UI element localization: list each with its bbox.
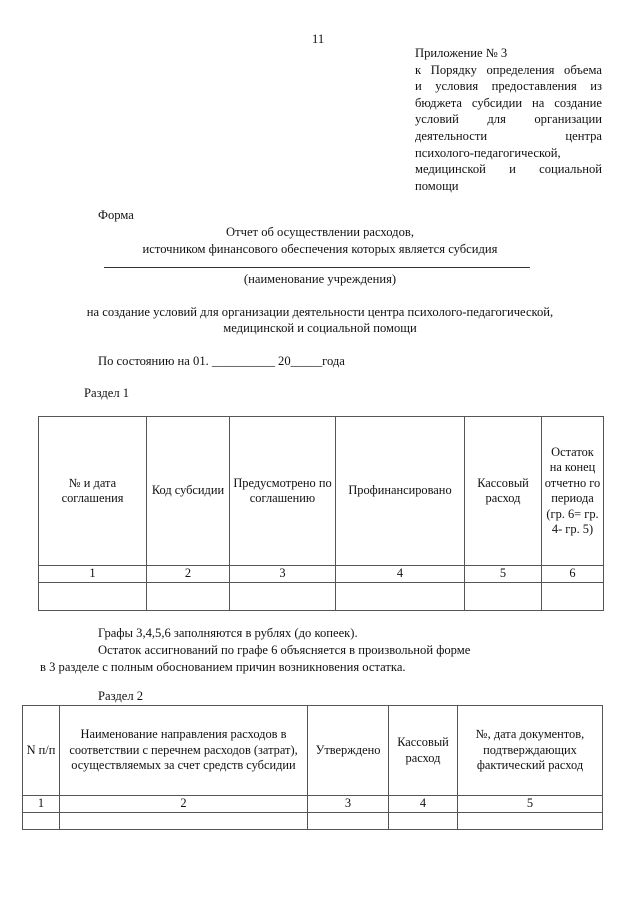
number-cell: 6: [542, 566, 604, 583]
appendix-line: медицинской и социальной: [415, 162, 602, 177]
header-cell: Предусмотрено по соглашению: [230, 417, 336, 566]
appendix-line: Приложение № 3: [415, 46, 508, 60]
header-cell: Наименование направления расходов в соответствии с перечнем расходов (затрат), осуществляемых за счет средств субсидии: [60, 706, 308, 796]
purpose-line: на создание условий для организации деятельности центра психолого-педагогической,: [86, 305, 554, 319]
section2-table: [22, 705, 603, 830]
page-number: 11: [312, 32, 325, 46]
institution-line: [104, 267, 530, 268]
header-cell: Утверждено: [308, 706, 389, 796]
appendix-line: условий для организации: [415, 112, 602, 127]
institution-caption: (наименование учреждения): [243, 272, 397, 286]
number-cell: 5: [465, 566, 542, 583]
appendix-block: [415, 45, 602, 194]
number-cell: 1: [23, 796, 60, 813]
header-cell: Профинансировано: [336, 417, 465, 566]
header-cell: №, дата документов, подтверждающих фактический расход: [458, 706, 603, 796]
header-cell: Кассовый расход: [465, 417, 542, 566]
table-row: [23, 812, 603, 829]
appendix-line: деятельности центра: [415, 128, 602, 143]
purpose-line: медицинской и социальной помощи: [223, 321, 417, 335]
number-cell: 1: [39, 566, 147, 583]
number-cell: 4: [336, 566, 465, 583]
section2-title: Раздел 2: [98, 689, 144, 703]
number-cell: 2: [60, 796, 308, 813]
title-line: источником финансового обеспечения которых является субсидия: [142, 242, 498, 256]
header-cell: Кассовый расход: [389, 706, 458, 796]
number-cell: 2: [147, 566, 230, 583]
title-line: Отчет об осуществлении расходов,: [226, 225, 414, 239]
note: Остаток ассигнований по графе 6 объясняется в произвольной форме: [98, 643, 471, 657]
appendix-line: к Порядку определения объема: [415, 62, 602, 77]
number-cell: 3: [308, 796, 389, 813]
form-label: Форма: [98, 208, 134, 222]
header-cell: Остаток на конец отчетно го периода (гр. 6= гр. 4- гр. 5): [542, 417, 604, 566]
section1-table: [38, 416, 604, 611]
number-cell: 4: [389, 796, 458, 813]
appendix-line: психолого-педагогической,: [415, 145, 561, 160]
appendix-line: бюджета субсидии на создание: [415, 95, 602, 110]
as-of-date: По состоянию на 01. __________ 20_____года: [98, 354, 345, 368]
number-cell: 5: [458, 796, 603, 813]
number-cell: 3: [230, 566, 336, 583]
header-cell: N п/п: [23, 706, 60, 796]
header-cell: Код субсидии: [147, 417, 230, 566]
table-row: [39, 582, 604, 610]
appendix-line: и условия предоставления из: [415, 79, 602, 94]
appendix-line: помощи: [415, 178, 459, 193]
note: Графы 3,4,5,6 заполняются в рублях (до копеек).: [98, 626, 358, 640]
note: в 3 разделе с полным обоснованием причин возникновения остатка.: [40, 660, 406, 674]
header-cell: № и дата соглашения: [39, 417, 147, 566]
section1-title: Раздел 1: [84, 386, 130, 400]
